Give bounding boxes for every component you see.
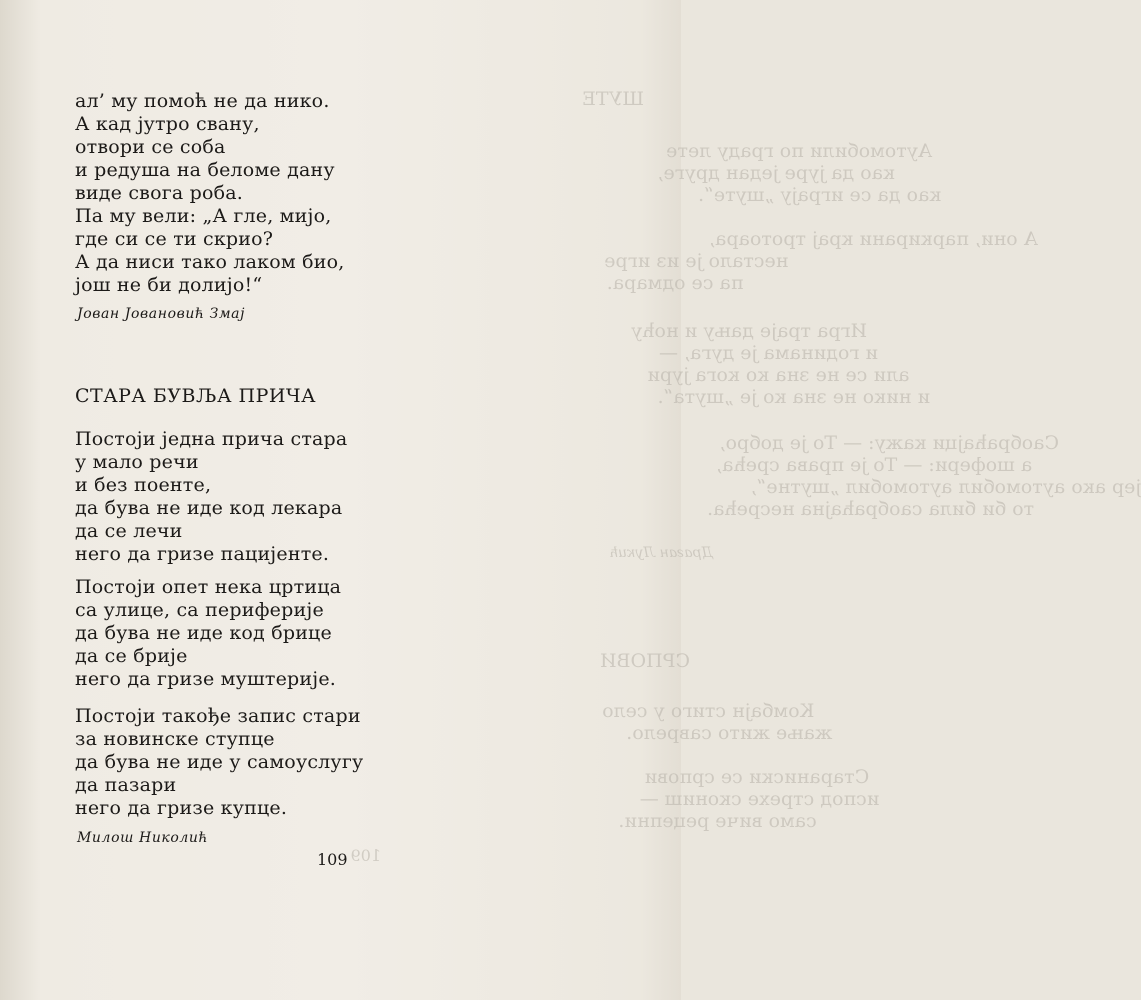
page-number: 109: [317, 850, 348, 869]
poem2-author: Милош Николић: [77, 830, 209, 846]
poem1-line-9: још не би долијо!“: [75, 274, 263, 296]
poem1-line-4: и редуша на беломе дану: [75, 159, 335, 181]
poem1-author: Јован Јовановић Змај: [77, 306, 246, 322]
poem2-stanza2-line-5: него да гризе муштерије.: [75, 668, 337, 690]
poem1-line-7: где си се ти скрио?: [75, 228, 274, 250]
poem2-title: СТАРА БУВЉА ПРИЧА: [75, 385, 316, 407]
poem2-stanza3-line-2: за новинске ступце: [75, 728, 275, 750]
poem1-line-2: А кад јутро свану,: [75, 113, 260, 135]
poem2-stanza1-line-6: него да гризе пацијенте.: [75, 543, 330, 565]
poem2-stanza1-line-1: Постоји једна прича стара: [75, 428, 348, 450]
poem1-line-6: Па му вели: „А гле, мијо,: [75, 205, 332, 227]
poem2-stanza2-line-1: Постоји опет нека цртица: [75, 576, 342, 598]
poem2-stanza2-line-2: са улице, са периферије: [75, 599, 324, 621]
show-through-text: ШУТЕ Аутомобили по граду лете као да јуре један друге, као да се играју „шуте“. А они, паркирани крај тротоара, нестало је из игре па се одмара. Игра траје дању и ноћу и годинама је дуга, — али се не зна ко кога јури и нико не зна ко је „шута“. Саобраћајци кажу: — То је добро, а шофери: — То је права срећа, јер ако аутомобил аутомобил „шутне“, то би била саобраћајна несрећа. Драган Лукић СРПОВИ Комбајн стиго у село жање жито саврело. Стараниски се српови испод стрехе скониш — само виче рецепни. 109: [350, 88, 1141, 865]
poem1-line-5: виде свога роба.: [75, 182, 244, 204]
poem1-line-3: отвори се соба: [75, 136, 226, 158]
poem2-stanza1-line-5: да се лечи: [75, 520, 183, 542]
poem2-stanza1-line-3: и без поенте,: [75, 474, 212, 496]
poem2-stanza1-line-4: да бува не иде код лекара: [75, 497, 343, 519]
poem2-stanza2-line-4: да се брије: [75, 645, 188, 667]
poem1-line-1: ал’ му помоћ не да нико.: [75, 90, 330, 112]
poem2-stanza3-line-3: да бува не иде у самоуслугу: [75, 751, 364, 773]
poem2-stanza3-line-1: Постоји такође запис стари: [75, 705, 361, 727]
poem2-stanza3-line-5: него да гризе купце.: [75, 797, 288, 819]
poem2-stanza1-line-2: у мало речи: [75, 451, 199, 473]
poem1-line-8: А да ниси тако лаком био,: [75, 251, 345, 273]
poem2-stanza2-line-3: да бува не иде код брице: [75, 622, 332, 644]
poem2-stanza3-line-4: да пазари: [75, 774, 177, 796]
